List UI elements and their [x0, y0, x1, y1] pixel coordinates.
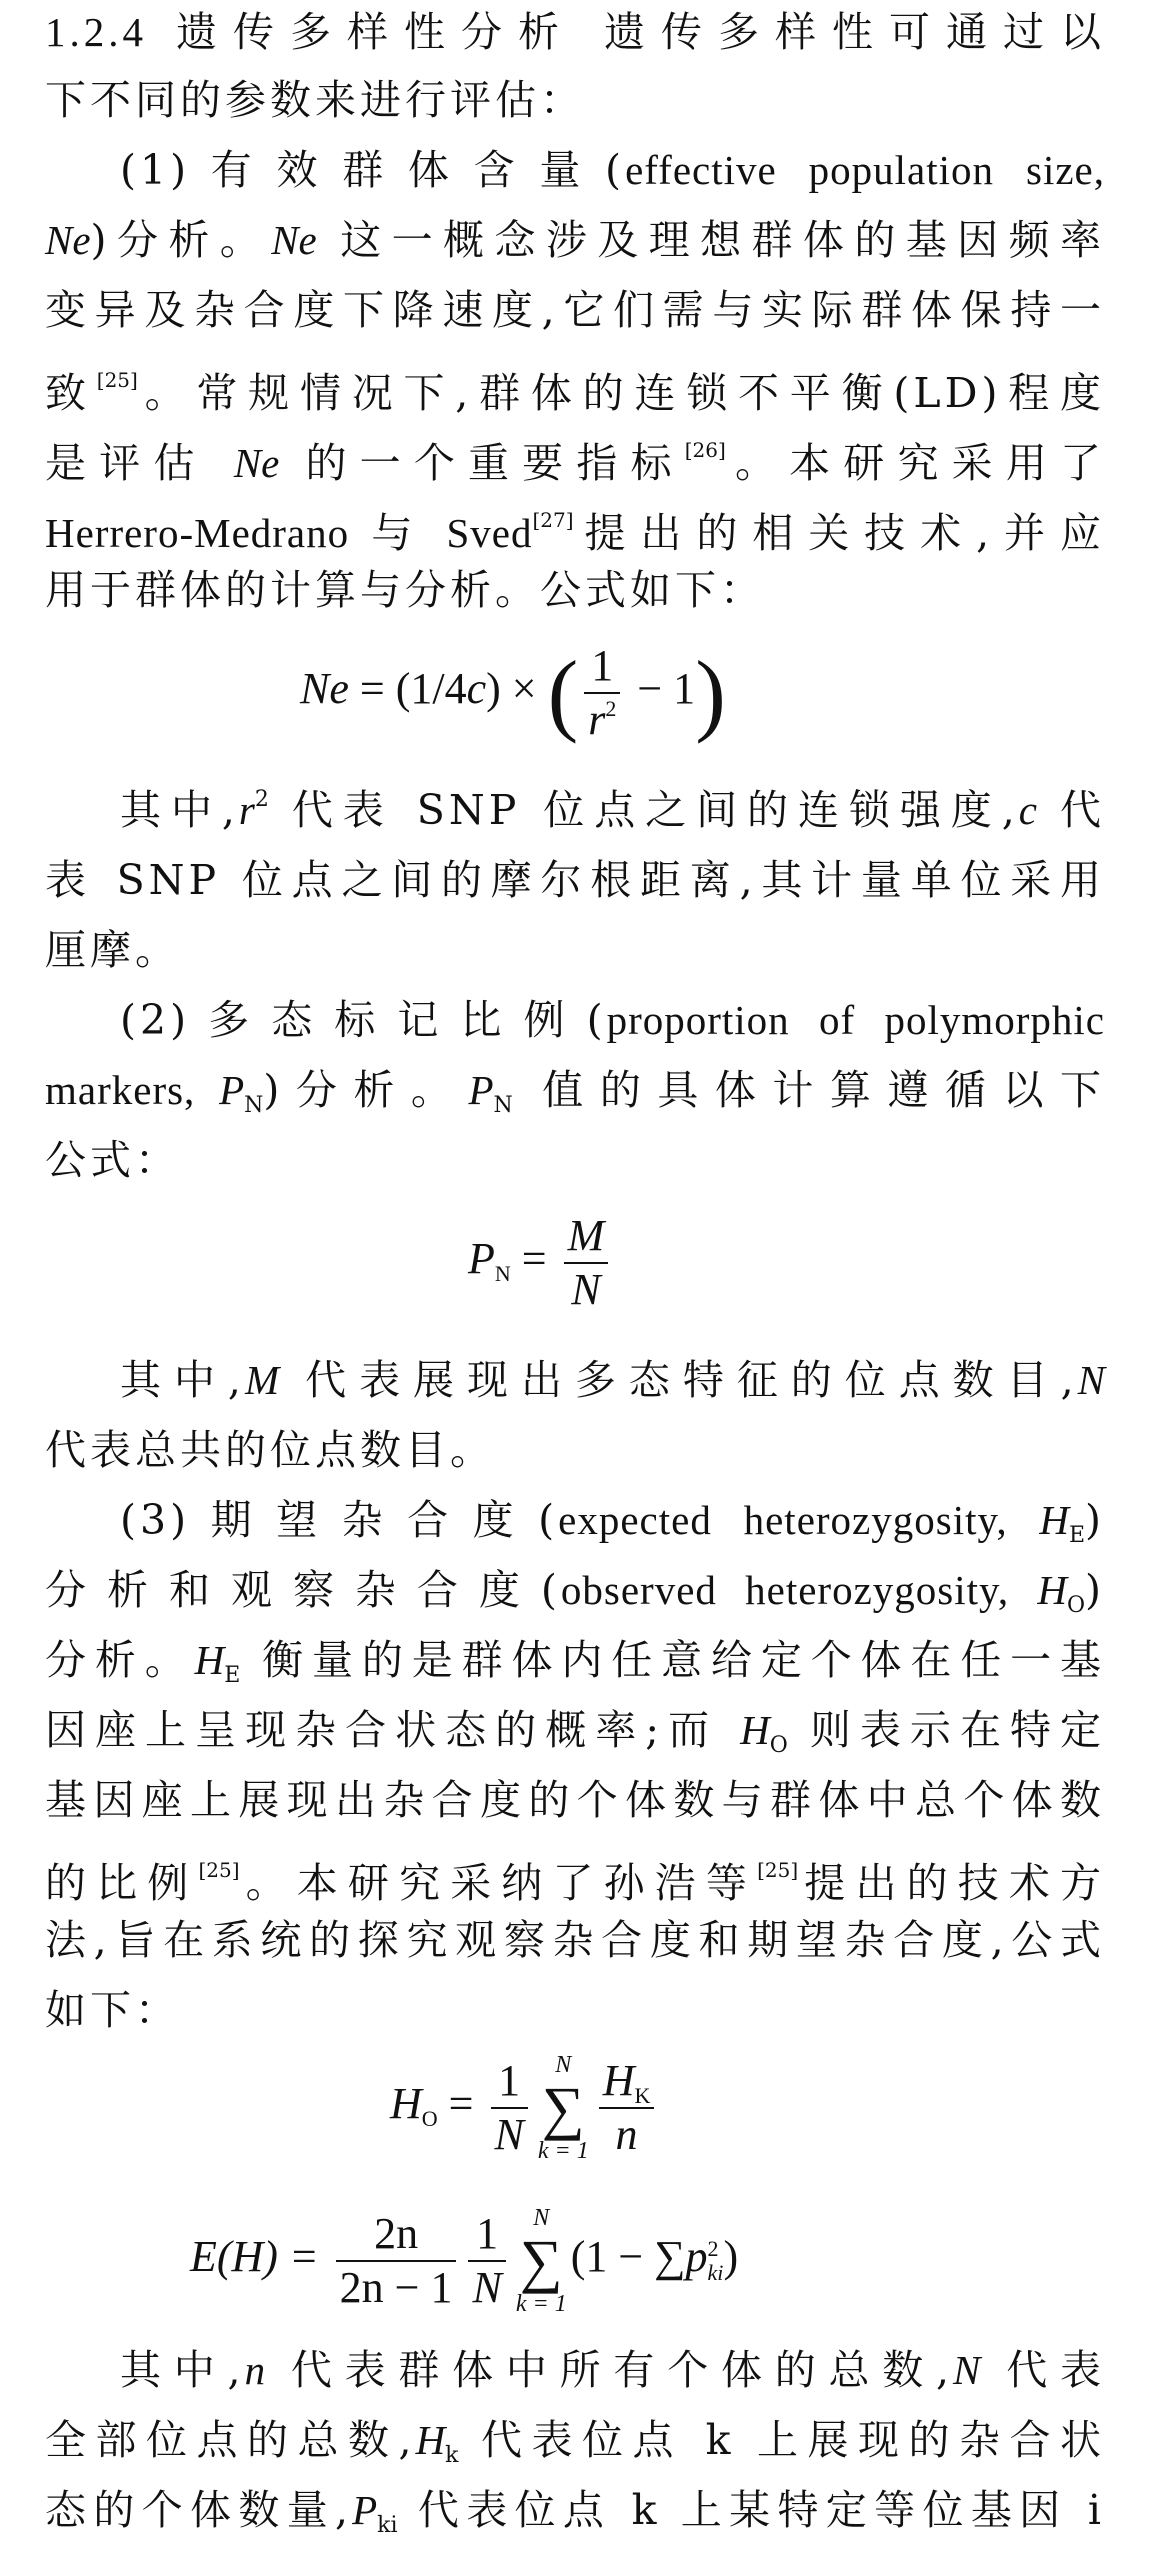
formula-text: = (1/4 — [348, 664, 467, 714]
fraction — [491, 2055, 528, 2161]
superscript: 2 — [254, 787, 269, 812]
subscript: ki — [707, 2260, 724, 2285]
text-segment: ) — [1085, 1566, 1106, 1614]
formula-lhs: E(H) = — [190, 2232, 330, 2282]
text-segment: )分析。 — [90, 216, 272, 264]
formula-text: = — [510, 1234, 558, 1284]
variable: H — [415, 2417, 446, 2463]
paragraph-line — [45, 852, 1105, 908]
paragraph-line — [45, 1632, 1105, 1688]
text-segment: expected heterozygosity, — [558, 1497, 1040, 1543]
sum-upper-limit: N — [555, 2052, 572, 2078]
text-segment: 衡量的是群体内任意给定个体在任一基 — [240, 1636, 1106, 1684]
numerator — [599, 2055, 655, 2109]
formula-text: ) — [723, 2232, 739, 2282]
variable: c — [1018, 787, 1037, 833]
text-segment: 。常规情况下,群体的连锁不平衡(LD)程度 — [137, 369, 1105, 417]
text-segment: (3)期望杂合度( — [120, 1496, 559, 1544]
subscript: N — [494, 1261, 511, 1287]
subscript: E — [224, 1663, 241, 1688]
fraction — [336, 2208, 457, 2314]
text-segment: 全部位点的总数, — [45, 2416, 416, 2464]
right-paren: ) — [695, 642, 726, 744]
fraction — [599, 2055, 655, 2161]
variable: H — [1039, 1497, 1069, 1543]
section-title: 遗传多样性分析 — [176, 8, 575, 56]
text-segment: 的一个重要指标 — [279, 439, 685, 487]
summation — [538, 2052, 589, 2164]
text-segment: 代表总共的位点数目。 — [45, 1426, 495, 1474]
citation: [25] — [198, 1858, 240, 1882]
formula-lhs: P — [468, 1234, 495, 1284]
paragraph-line — [45, 352, 1105, 417]
denominator: N — [472, 2263, 502, 2312]
numerator: 2n — [336, 2208, 457, 2262]
text-segment: 如下： — [45, 1986, 180, 2034]
denominator: 2n − 1 — [339, 2263, 453, 2312]
text-segment: 代表 — [980, 2346, 1105, 2394]
paragraph-line — [45, 422, 1105, 487]
numerator-var: H — [602, 2056, 635, 2105]
paragraph-line — [45, 1772, 1105, 1828]
subscript: O — [1066, 1593, 1086, 1618]
text-segment: 态的个体数量, — [45, 2486, 353, 2534]
text-segment: 的比例 — [45, 1859, 199, 1907]
paragraph-line — [120, 782, 1105, 838]
text-segment: proportion of polymorphic — [606, 997, 1105, 1043]
text-segment: 是评估 — [45, 439, 234, 487]
variable: H — [1037, 1567, 1067, 1613]
paragraph-line — [45, 1842, 1106, 1907]
subscript: K — [634, 2083, 651, 2108]
text-segment: 代表群体中所有个体的总数, — [265, 2346, 954, 2394]
text-segment: 下不同的参数来进行评估： — [45, 76, 585, 124]
variable: Ne — [271, 217, 317, 263]
text-segment: 这一概念涉及理想群体的基因频率 — [316, 216, 1105, 264]
text-segment: 其中, — [120, 786, 239, 834]
subscript: N — [493, 1093, 513, 1118]
section-number: 1.2.4 — [45, 9, 147, 55]
numerator: 1 — [468, 2208, 505, 2262]
formula-lhs: Ne — [300, 664, 349, 714]
text-segment: 代 — [1037, 786, 1105, 834]
text-segment: 代表位点 k 上某特定等位基因 i — [397, 2486, 1105, 2534]
text-segment: 则表示在特定 — [787, 1706, 1105, 1754]
summation — [516, 2205, 567, 2317]
fraction — [584, 640, 620, 746]
paragraph-line — [120, 992, 1105, 1048]
numerator: M — [564, 1210, 609, 1264]
variable: Ne — [233, 440, 280, 486]
numerator: 1 — [491, 2055, 528, 2109]
denominator: N — [494, 2110, 524, 2159]
variable: P — [219, 1067, 245, 1113]
paragraph-line — [45, 1912, 1105, 1968]
variable: r — [238, 787, 255, 833]
variable: N — [1077, 1357, 1105, 1403]
subscript: E — [1068, 1523, 1085, 1548]
fraction — [468, 2208, 505, 2314]
text-segment: 致 — [45, 369, 97, 417]
formula-var: p — [685, 2232, 708, 2282]
text-segment: 法,旨在系统的探究观察杂合度和期望杂合度,公式 — [45, 1916, 1105, 1964]
variable: P — [468, 1067, 494, 1113]
subscript: k — [445, 2443, 459, 2468]
variable: H — [740, 1707, 770, 1753]
section-heading-line — [45, 4, 1105, 60]
text-segment: 代表 SNP 位点之间的连锁强度, — [268, 786, 1019, 834]
superscript: 2 — [605, 696, 617, 721]
formula-eh — [190, 2205, 738, 2317]
text-segment: ) — [1085, 1496, 1105, 1544]
variable: M — [244, 1357, 280, 1403]
paragraph-line — [45, 1062, 1105, 1118]
text-segment: 其中, — [120, 1356, 245, 1404]
paragraph-line — [45, 1562, 1105, 1618]
numerator: 1 — [584, 640, 620, 694]
text-segment: 提出的相关技术,并应 — [573, 509, 1105, 557]
variable: N — [953, 2347, 981, 2393]
left-paren: ( — [547, 642, 579, 744]
subscript: O — [421, 2106, 438, 2132]
paragraph-line — [120, 1492, 1105, 1548]
subscript: ki — [377, 2513, 398, 2538]
text-segment: Herrero-Medrano 与 Sved — [45, 510, 533, 556]
paragraph-line — [120, 142, 1105, 198]
paragraph-line — [45, 492, 1105, 557]
formula-var: c — [466, 664, 487, 714]
text-segment: effective population size, — [625, 147, 1105, 193]
superscript: 2 — [707, 2236, 719, 2261]
variable: H — [194, 1637, 225, 1683]
formula-text: = — [437, 2079, 485, 2129]
variable: P — [352, 2487, 378, 2533]
text-segment: )分析。 — [263, 1066, 469, 1114]
denominator-var: r — [588, 695, 606, 744]
text-segment: markers, — [45, 1067, 220, 1113]
text-segment: 其中, — [120, 2346, 245, 2394]
text-segment: 。本研究采纳了孙浩等 — [239, 1859, 758, 1907]
text-segment: 表 SNP 位点之间的摩尔根距离,其计量单位采用 — [45, 856, 1105, 904]
paragraph-line — [120, 1352, 1105, 1408]
paragraph-line — [45, 2412, 1105, 2468]
paragraph-line — [45, 1702, 1105, 1758]
sum-lower-limit: k = 1 — [537, 2138, 589, 2164]
text-segment: 变异及杂合度下降速度,它们需与实际群体保持一 — [45, 286, 1105, 334]
paragraph-line — [45, 282, 1105, 338]
text-segment: 分析。 — [45, 1636, 195, 1684]
paragraph-line — [45, 72, 1105, 128]
denominator: N — [571, 1265, 601, 1314]
text-segment: 遗传多样性可通过以 — [604, 8, 1105, 56]
sum-lower-limit: k = 1 — [515, 2291, 567, 2317]
formula-text: ) × — [486, 664, 548, 714]
variable: Ne — [45, 217, 91, 263]
formula-lhs: H — [390, 2079, 422, 2129]
variable: n — [244, 2347, 266, 2393]
citation: [26] — [684, 438, 726, 462]
denominator: n — [615, 2110, 638, 2159]
citation: [27] — [532, 508, 574, 532]
text-segment: 公式： — [45, 1136, 180, 1184]
text-segment: 用于群体的计算与分析。公式如下： — [45, 566, 765, 614]
text-segment: 。本研究采用了 — [725, 439, 1105, 487]
subscript: O — [769, 1733, 788, 1758]
text-segment: 提出的技术方 — [798, 1859, 1106, 1907]
text-segment: observed heterozygosity, — [560, 1567, 1038, 1613]
paragraph-line — [120, 2342, 1105, 2398]
paragraph-line — [45, 2482, 1105, 2538]
citation: [25] — [96, 368, 138, 392]
text-segment: (2)多态标记比例( — [120, 996, 607, 1044]
sum-upper-limit: N — [533, 2205, 550, 2231]
text-segment: 基因座上展现出杂合度的个体数与群体中总个体数 — [45, 1776, 1105, 1824]
citation: [25] — [757, 1858, 799, 1882]
subscript: N — [244, 1093, 264, 1118]
text-segment: 厘摩。 — [45, 926, 180, 974]
denominator — [584, 694, 620, 746]
paragraph-line — [45, 922, 1105, 978]
formula-text: (1 − ∑ — [570, 2232, 686, 2282]
sigma-symbol: ∑ — [541, 2075, 585, 2141]
formula-ho — [390, 2052, 660, 2164]
formula-ne — [300, 640, 726, 746]
text-segment: 值的具体计算遵循以下 — [512, 1066, 1105, 1114]
paragraph-line — [45, 1982, 1105, 2038]
text-segment: 因座上呈现杂合状态的概率;而 — [45, 1706, 741, 1754]
fraction — [564, 1210, 609, 1316]
formula-pn — [468, 1210, 614, 1316]
text-segment: 代表位点 k 上展现的杂合状 — [458, 2416, 1105, 2464]
text-segment: 代表展现出多态特征的位点数目, — [279, 1356, 1078, 1404]
paragraph-line — [45, 212, 1105, 268]
text-segment: (1)有效群体含量( — [120, 146, 626, 194]
formula-text: − 1 — [626, 664, 696, 714]
text-segment: 分析和观察杂合度( — [45, 1566, 561, 1614]
paragraph-line — [45, 562, 1105, 618]
script-stack — [708, 2237, 724, 2285]
paragraph-line — [45, 1422, 1105, 1478]
paragraph-line — [45, 1132, 1105, 1188]
sigma-symbol: ∑ — [519, 2228, 563, 2294]
